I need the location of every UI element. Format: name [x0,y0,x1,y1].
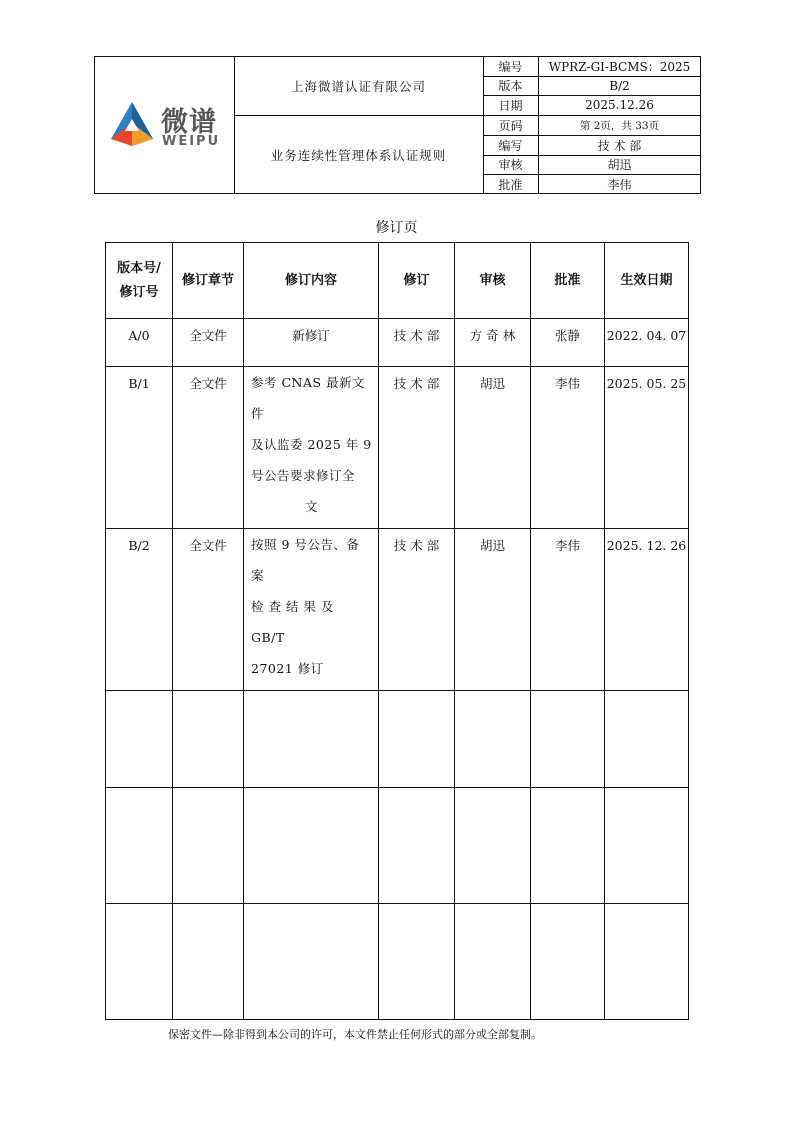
meta-label-approver: 批准 [498,177,523,192]
cell-version: A/0 [106,319,173,367]
meta-value-author: 技 术 部 [597,138,642,153]
cell-content: 按照 9 号公告、备案 检 查 结 果 及 GB/T 27021 修订 [244,529,379,691]
table-row-empty [106,904,689,1020]
company-name: 上海微谱认证有限公司 [290,79,426,94]
header-approver: 批准 [531,243,605,319]
meta-value-date: 2025.12.26 [585,98,654,112]
cell-reviewer: 方 奇 林 [455,319,531,367]
cell-content: 新修订 [244,319,379,367]
cell-reviser: 技 术 部 [379,529,455,691]
cell-date: 2025. 05. 25 [605,367,689,529]
header-version: 版本号/ 修订号 [106,243,173,319]
meta-label-date: 日期 [498,98,523,113]
weipu-logo [109,101,225,149]
cell-date: 2022. 04. 07 [605,319,689,367]
header-content: 修订内容 [244,243,379,319]
meta-label-author: 编写 [498,138,523,153]
cell-version: B/2 [106,529,173,691]
logo-mark-icon [109,101,155,147]
revision-page-title: 修订页 [375,220,418,236]
cell-approver: 张静 [531,319,605,367]
meta-value-version: B/2 [609,78,630,93]
revision-table [105,242,689,1020]
meta-label-page: 页码 [498,118,523,133]
cell-version: B/1 [106,367,173,529]
header-section: 修订章节 [173,243,244,319]
meta-label-reviewer: 审核 [498,158,523,172]
cell-reviewer: 胡迅 [455,367,531,529]
cell-section: 全文件 [173,319,244,367]
cell-content: 参考 CNAS 最新文件 及认监委 2025 年 9 号公告要求修订全 文 [244,367,379,529]
cell-reviewer: 胡迅 [455,529,531,691]
cell-reviser: 技 术 部 [379,367,455,529]
cell-approver: 李伟 [531,529,605,691]
logo-text-en: WEIPU [162,134,221,149]
meta-value-approver: 李伟 [607,177,632,192]
cell-reviser: 技 术 部 [379,319,455,367]
logo-text-cn: 微谱 [161,107,217,138]
meta-label-number: 编号 [498,60,523,74]
table-row [106,529,689,691]
confidentiality-footer: 保密文件—除非得到本公司的许可，本文件禁止任何形式的部分或全部复制。 [168,1028,542,1041]
document-header [94,56,701,194]
meta-label-version: 版本 [498,79,523,93]
header-reviewer: 审核 [455,243,531,319]
header-effective-date: 生效日期 [605,243,689,319]
cell-section: 全文件 [173,367,244,529]
table-row [106,367,689,529]
table-row-empty [106,691,689,788]
cell-section: 全文件 [173,529,244,691]
meta-value-reviewer: 胡迅 [607,158,632,172]
table-row-empty [106,788,689,904]
cell-date: 2025. 12. 26 [605,529,689,691]
meta-value-page: 第 2页，共 33页 [579,119,660,132]
meta-value-number: WPRZ-GI-BCMS：2025 [548,60,691,74]
document-title: 业务连续性管理体系认证规则 [270,147,447,163]
cell-approver: 李伟 [531,367,605,529]
table-row [106,319,689,367]
table-header-row [106,243,689,319]
header-reviser: 修订 [379,243,455,319]
